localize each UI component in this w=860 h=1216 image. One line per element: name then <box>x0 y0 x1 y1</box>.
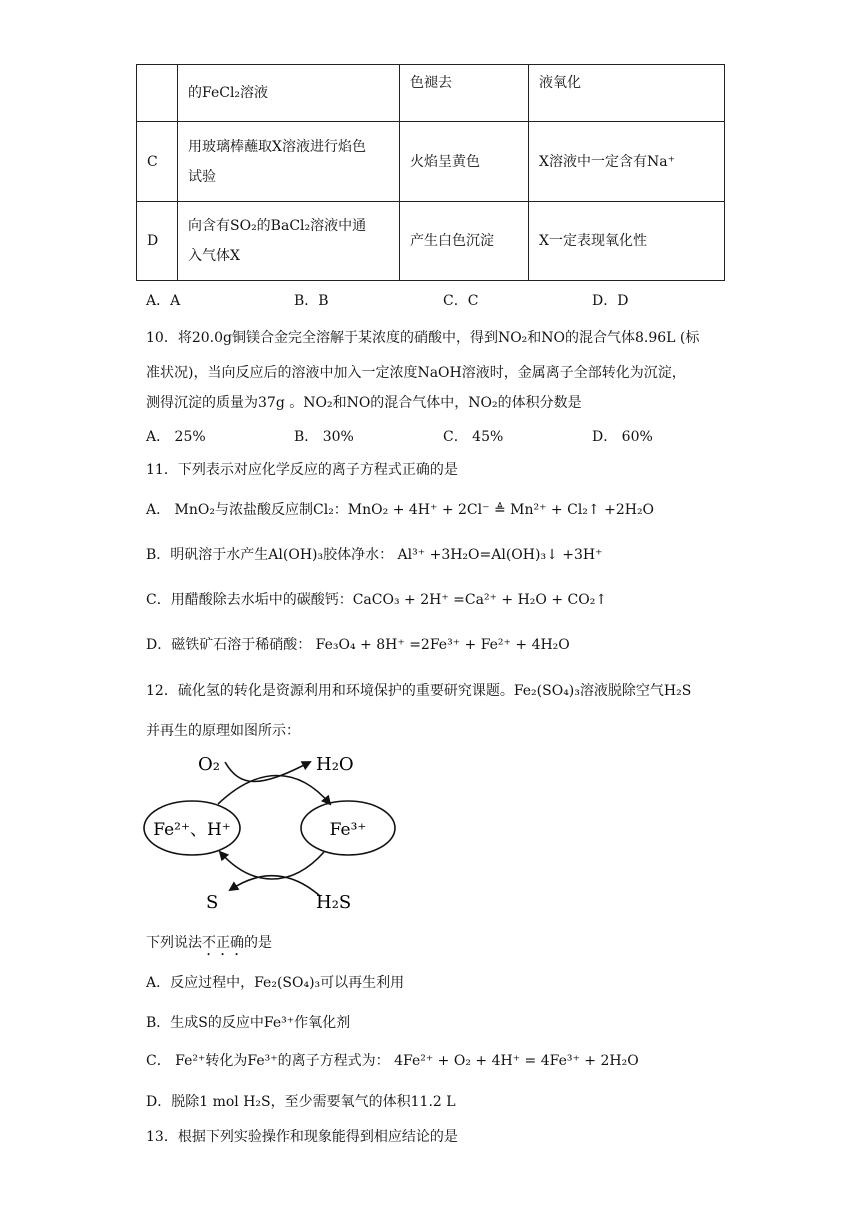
prompt-emphasis: 不正确 <box>202 935 244 951</box>
table-row <box>137 122 725 202</box>
q12-option-c[interactable]: C． Fe²⁺转化为Fe³⁺的离子方程式为： 4Fe²⁺ + O₂ + 4H⁺ = 4Fe³⁺ + 2H₂O <box>146 1053 639 1069</box>
q12-option-a[interactable]: A．反应过程中，Fe₂(SO₄)₃可以再生利用 <box>146 975 405 991</box>
fe2-h-label: Fe²⁺、H⁺ <box>153 820 231 840</box>
q11-option-c[interactable]: C．用醋酸除去水垢中的碳酸钙：CaCO₃ + 2H⁺ =Ca²⁺ + H₂O + CO₂↑ <box>146 592 608 608</box>
oxidation-arrow <box>218 776 330 805</box>
table-cell: 的FeCl₂溶液 <box>178 65 400 122</box>
experiment-table <box>136 64 725 281</box>
cell-line: 向含有SO₂的BaCl₂溶液中通 <box>188 218 367 234</box>
q12-stem-line: 12．硫化氢的转化是资源利用和环境保护的重要研究课题。Fe₂(SO₄)₃溶液脱除空气H₂S <box>146 683 692 699</box>
s-label: S <box>206 892 219 913</box>
q11-option-a[interactable]: A． MnO₂与浓盐酸反应制Cl₂：MnO₂ + 4H⁺ + 2Cl⁻ ≜ Mn²⁺ + Cl₂↑ +2H₂O <box>146 502 655 518</box>
h2s-label: H₂S <box>316 892 352 913</box>
q11-stem: 11．下列表示对应化学反应的离子方程式正确的是 <box>146 462 458 478</box>
prompt-post: 的是 <box>244 935 272 951</box>
h2o-label: H₂O <box>316 754 354 775</box>
option-c[interactable]: C． 45% <box>443 429 504 445</box>
table-cell: X一定表现氧化性 <box>529 202 725 281</box>
option-d[interactable]: D． 60% <box>592 429 653 445</box>
q13-stem: 13．根据下列实验操作和现象能得到相应结论的是 <box>146 1129 458 1145</box>
table-cell: X溶液中一定含有Na⁺ <box>529 122 725 202</box>
q10-stem-line: 测得沉淀的质量为37g 。NO₂和NO的混合气体中，NO₂的体积分数是 <box>146 395 582 411</box>
option-b[interactable]: B．B <box>294 293 329 309</box>
q12-option-d[interactable]: D．脱除1 mol H₂S，至少需要氧气的体积11.2 L <box>146 1094 456 1110</box>
cell-line: 入气体X <box>188 248 240 264</box>
table-row <box>137 202 725 281</box>
table-cell <box>137 65 178 122</box>
q12-prompt <box>146 932 272 959</box>
table-cell <box>178 202 400 281</box>
cell-line: 用玻璃棒蘸取X溶液进行焰色 <box>188 138 366 155</box>
option-a[interactable]: A． 25% <box>146 429 206 445</box>
q12-stem-line: 并再生的原理如图所示： <box>146 723 300 739</box>
option-d[interactable]: D．D <box>592 293 629 309</box>
option-c[interactable]: C．C <box>443 293 479 309</box>
q12-option-b[interactable]: B．生成S的反应中Fe³⁺作氧化剂 <box>146 1015 351 1031</box>
table-cell: 液氧化 <box>529 65 725 122</box>
fe3-label: Fe³⁺ <box>329 820 367 840</box>
table-cell: 火焰呈黄色 <box>400 122 529 202</box>
q11-option-d[interactable]: D．磁铁矿石溶于稀硝酸： Fe₃O₄ + 8H⁺ =2Fe³⁺ + Fe²⁺ + 4H₂O <box>146 637 570 653</box>
table-row <box>137 65 725 122</box>
table-cell: 产生白色沉淀 <box>400 202 529 281</box>
q10-stem-line: 准状况)，当向反应后的溶液中加入一定浓度NaOH溶液时，金属离子全部转化为沉淀， <box>146 365 686 381</box>
table-cell: D <box>137 202 178 281</box>
q10-stem-line: 10．将20.0g铜镁合金完全溶解于某浓度的硝酸中，得到NO₂和NO的混合气体8.96L (标 <box>146 330 700 346</box>
o2-label: O₂ <box>198 754 220 775</box>
iron-cycle-diagram <box>140 748 410 918</box>
table-cell: 色褪去 <box>400 65 529 122</box>
table-cell: C <box>137 122 178 202</box>
prompt-pre: 下列说法 <box>146 935 202 951</box>
option-a[interactable]: A．A <box>146 293 181 309</box>
table-cell <box>178 122 400 202</box>
q11-option-b[interactable]: B．明矾溶于水产生Al(OH)₃胶体净水： Al³⁺ +3H₂O=Al(OH)₃↓ +3H⁺ <box>146 547 603 563</box>
cell-line: 试验 <box>188 168 216 185</box>
option-b[interactable]: B． 30% <box>294 429 354 445</box>
